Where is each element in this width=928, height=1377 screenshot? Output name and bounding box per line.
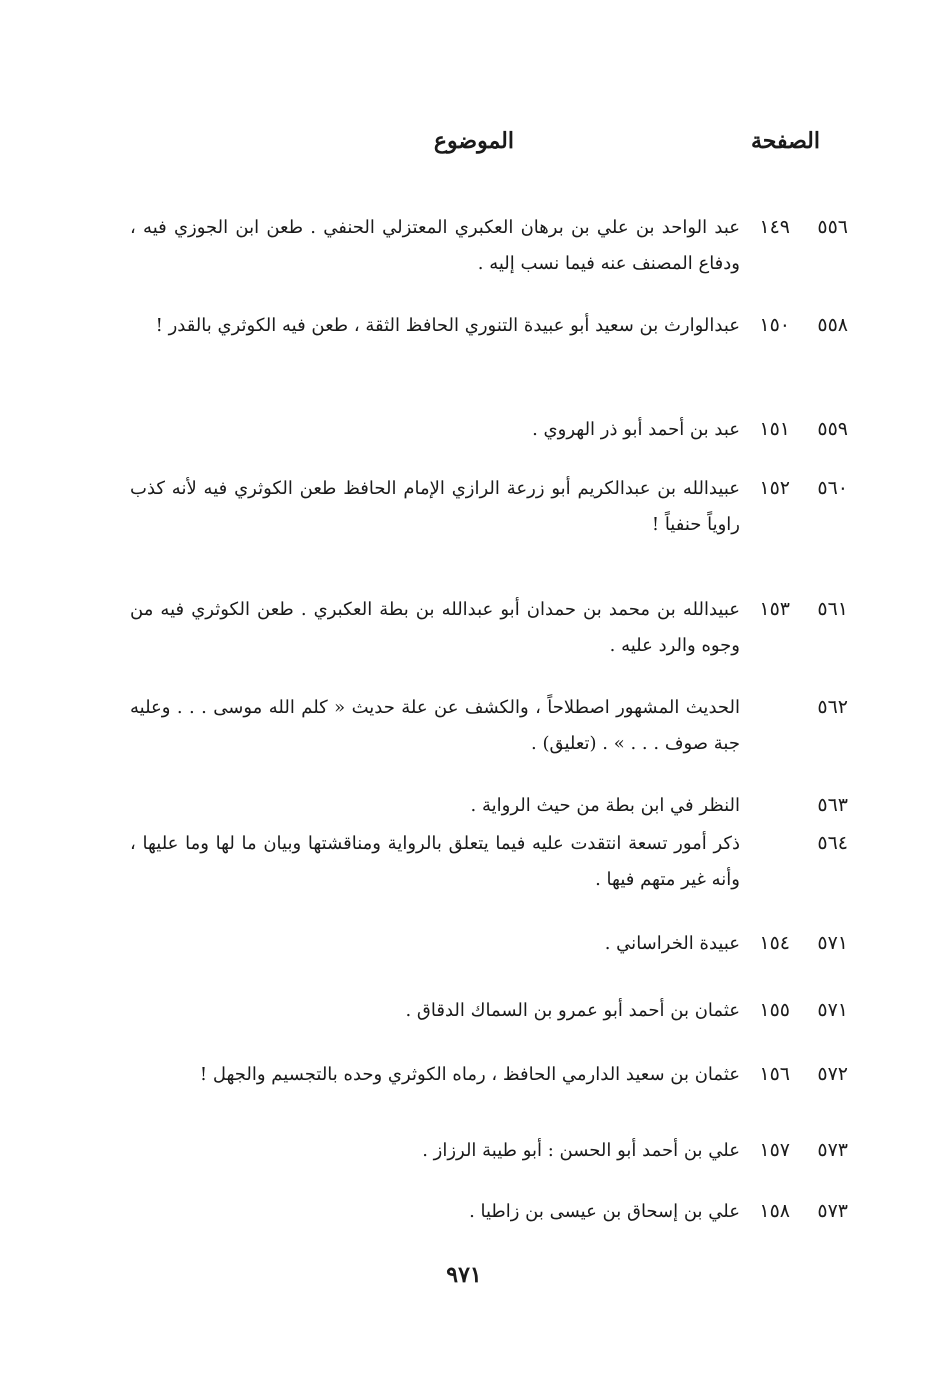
entry-page-number: ٥٥٩ [817, 418, 848, 440]
index-entry [78, 690, 848, 762]
index-entry [78, 926, 848, 962]
entry-text: عبيدة الخراساني . [604, 933, 740, 954]
topic-column-header: الموضوع [433, 128, 514, 154]
entry-page-number: ٥٧١ [817, 999, 848, 1021]
index-entry [78, 308, 848, 344]
index-entry [78, 993, 848, 1029]
entry-number: ١٥٠ [759, 314, 790, 336]
entry-page-number: ٥٧٢ [817, 1063, 848, 1085]
entry-page-number: ٥٥٨ [817, 314, 848, 336]
entry-text: النظر في ابن بطة من حيث الرواية . [470, 795, 740, 816]
index-entry [78, 592, 848, 664]
entry-text: علي بن أحمد أبو الحسن : أبو طيبة الرزاز . [422, 1140, 740, 1161]
entry-text: الحديث المشهور اصطلاحاً ، والكشف عن علة حديث « كلم الله موسى . . . وعليه جبة صوف . . . » . (تعليق) . [130, 697, 740, 754]
entry-page-number: ٥٦٣ [817, 794, 848, 816]
entry-page-number: ٥٧٣ [817, 1139, 848, 1161]
index-entry [78, 210, 848, 282]
index-entry [78, 826, 848, 898]
entry-number: ١٥١ [759, 418, 790, 440]
index-entry [78, 1057, 848, 1093]
entry-page-number: ٥٧٣ [817, 1200, 848, 1222]
entry-text: علي بن إسحاق بن عيسى بن زاطيا . [469, 1201, 740, 1222]
entry-page-number: ٥٦٢ [817, 696, 848, 718]
entry-page-number: ٥٦٠ [817, 477, 848, 499]
entry-text: عثمان بن سعيد الدارمي الحافظ ، رماه الكوثري وحده بالتجسيم والجهل ! [199, 1064, 740, 1085]
entry-text: عبدالوارث بن سعيد أبو عبيدة التنوري الحافظ الثقة ، طعن فيه الكوثري بالقدر ! [155, 315, 740, 336]
entry-page-number: ٥٦٤ [817, 832, 848, 854]
index-entry [78, 412, 848, 448]
index-entry [78, 471, 848, 543]
page-folio-number: ٩٧١ [446, 1262, 482, 1288]
index-entry [78, 788, 848, 824]
entry-number: ١٥٥ [759, 999, 790, 1021]
index-entry [78, 1133, 848, 1169]
entry-page-number: ٥٧١ [817, 932, 848, 954]
entry-number: ١٥٦ [759, 1063, 790, 1085]
entry-text: عبيدالله بن محمد بن حمدان أبو عبدالله بن بطة العكبري . طعن الكوثري فيه من وجوه والرد عليه . [130, 599, 740, 656]
entry-text: عبد بن أحمد أبو ذر الهروي . [532, 419, 740, 440]
entry-number: ١٥٧ [759, 1139, 790, 1161]
entry-number: ١٥٤ [759, 932, 790, 954]
entry-page-number: ٥٦١ [817, 598, 848, 620]
entry-number: ١٥٣ [759, 598, 790, 620]
entry-text: عبيدالله بن عبدالكريم أبو زرعة الرازي الإمام الحافظ طعن الكوثري فيه لأنه كذب راوياً حنفياً ! [130, 478, 740, 535]
entry-number: ١٤٩ [759, 216, 790, 238]
index-entry [78, 1194, 848, 1230]
entry-number: ١٥٢ [759, 477, 790, 499]
entry-text: عثمان بن أحمد أبو عمرو بن السماك الدقاق . [405, 1000, 740, 1021]
entry-text: عبد الواحد بن علي بن برهان العكبري المعتزلي الحنفي . طعن ابن الجوزي فيه ، ودفاع المصنف عنه فيما نسب إليه . [130, 217, 740, 274]
page-column-header: الصفحة [750, 128, 820, 154]
entry-text: ذكر أمور تسعة انتقدت عليه فيما يتعلق بالرواية ومناقشتها وبيان ما لها وما عليها ، وأنه غير متهم فيها . [130, 833, 740, 890]
entry-number: ١٥٨ [759, 1200, 790, 1222]
entry-page-number: ٥٥٦ [817, 216, 848, 238]
